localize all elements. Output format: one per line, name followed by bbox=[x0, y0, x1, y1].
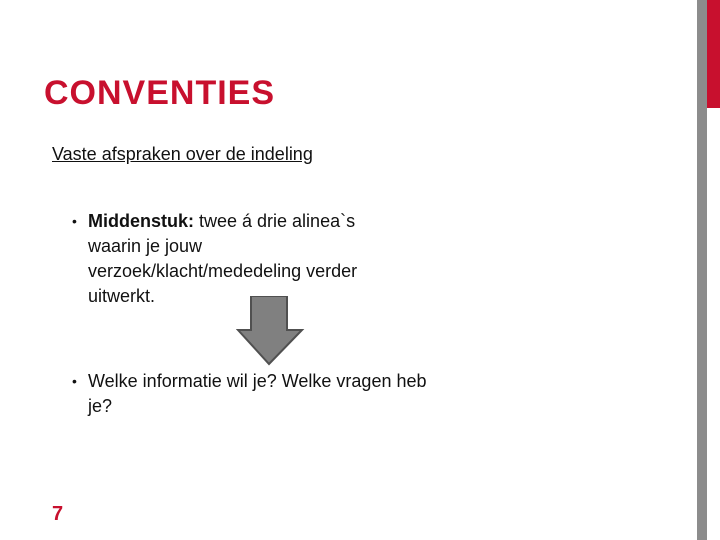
bullet-body: twee á drie alinea`s waarin je jouw verzoek/klacht/mededeling verder uitwerkt. bbox=[88, 211, 358, 306]
bullet-body: Welke informatie wil je? Welke vragen heb je? bbox=[88, 371, 427, 416]
bullet-marker: • bbox=[72, 213, 77, 229]
bullet-item-middenstuk bbox=[72, 209, 402, 309]
side-bar-accent bbox=[707, 0, 720, 108]
bullet-text bbox=[72, 209, 402, 309]
slide-title: CONVENTIES bbox=[44, 74, 276, 112]
bullet-item-vragen bbox=[72, 369, 442, 419]
bullet-bold-label: Middenstuk: bbox=[88, 211, 194, 231]
down-arrow-icon bbox=[236, 296, 306, 366]
bullet-marker: • bbox=[72, 373, 77, 389]
side-bar-gray bbox=[697, 0, 707, 540]
slide-subtitle: Vaste afspraken over de indeling bbox=[52, 144, 313, 164]
page-number: 7 bbox=[52, 503, 64, 525]
